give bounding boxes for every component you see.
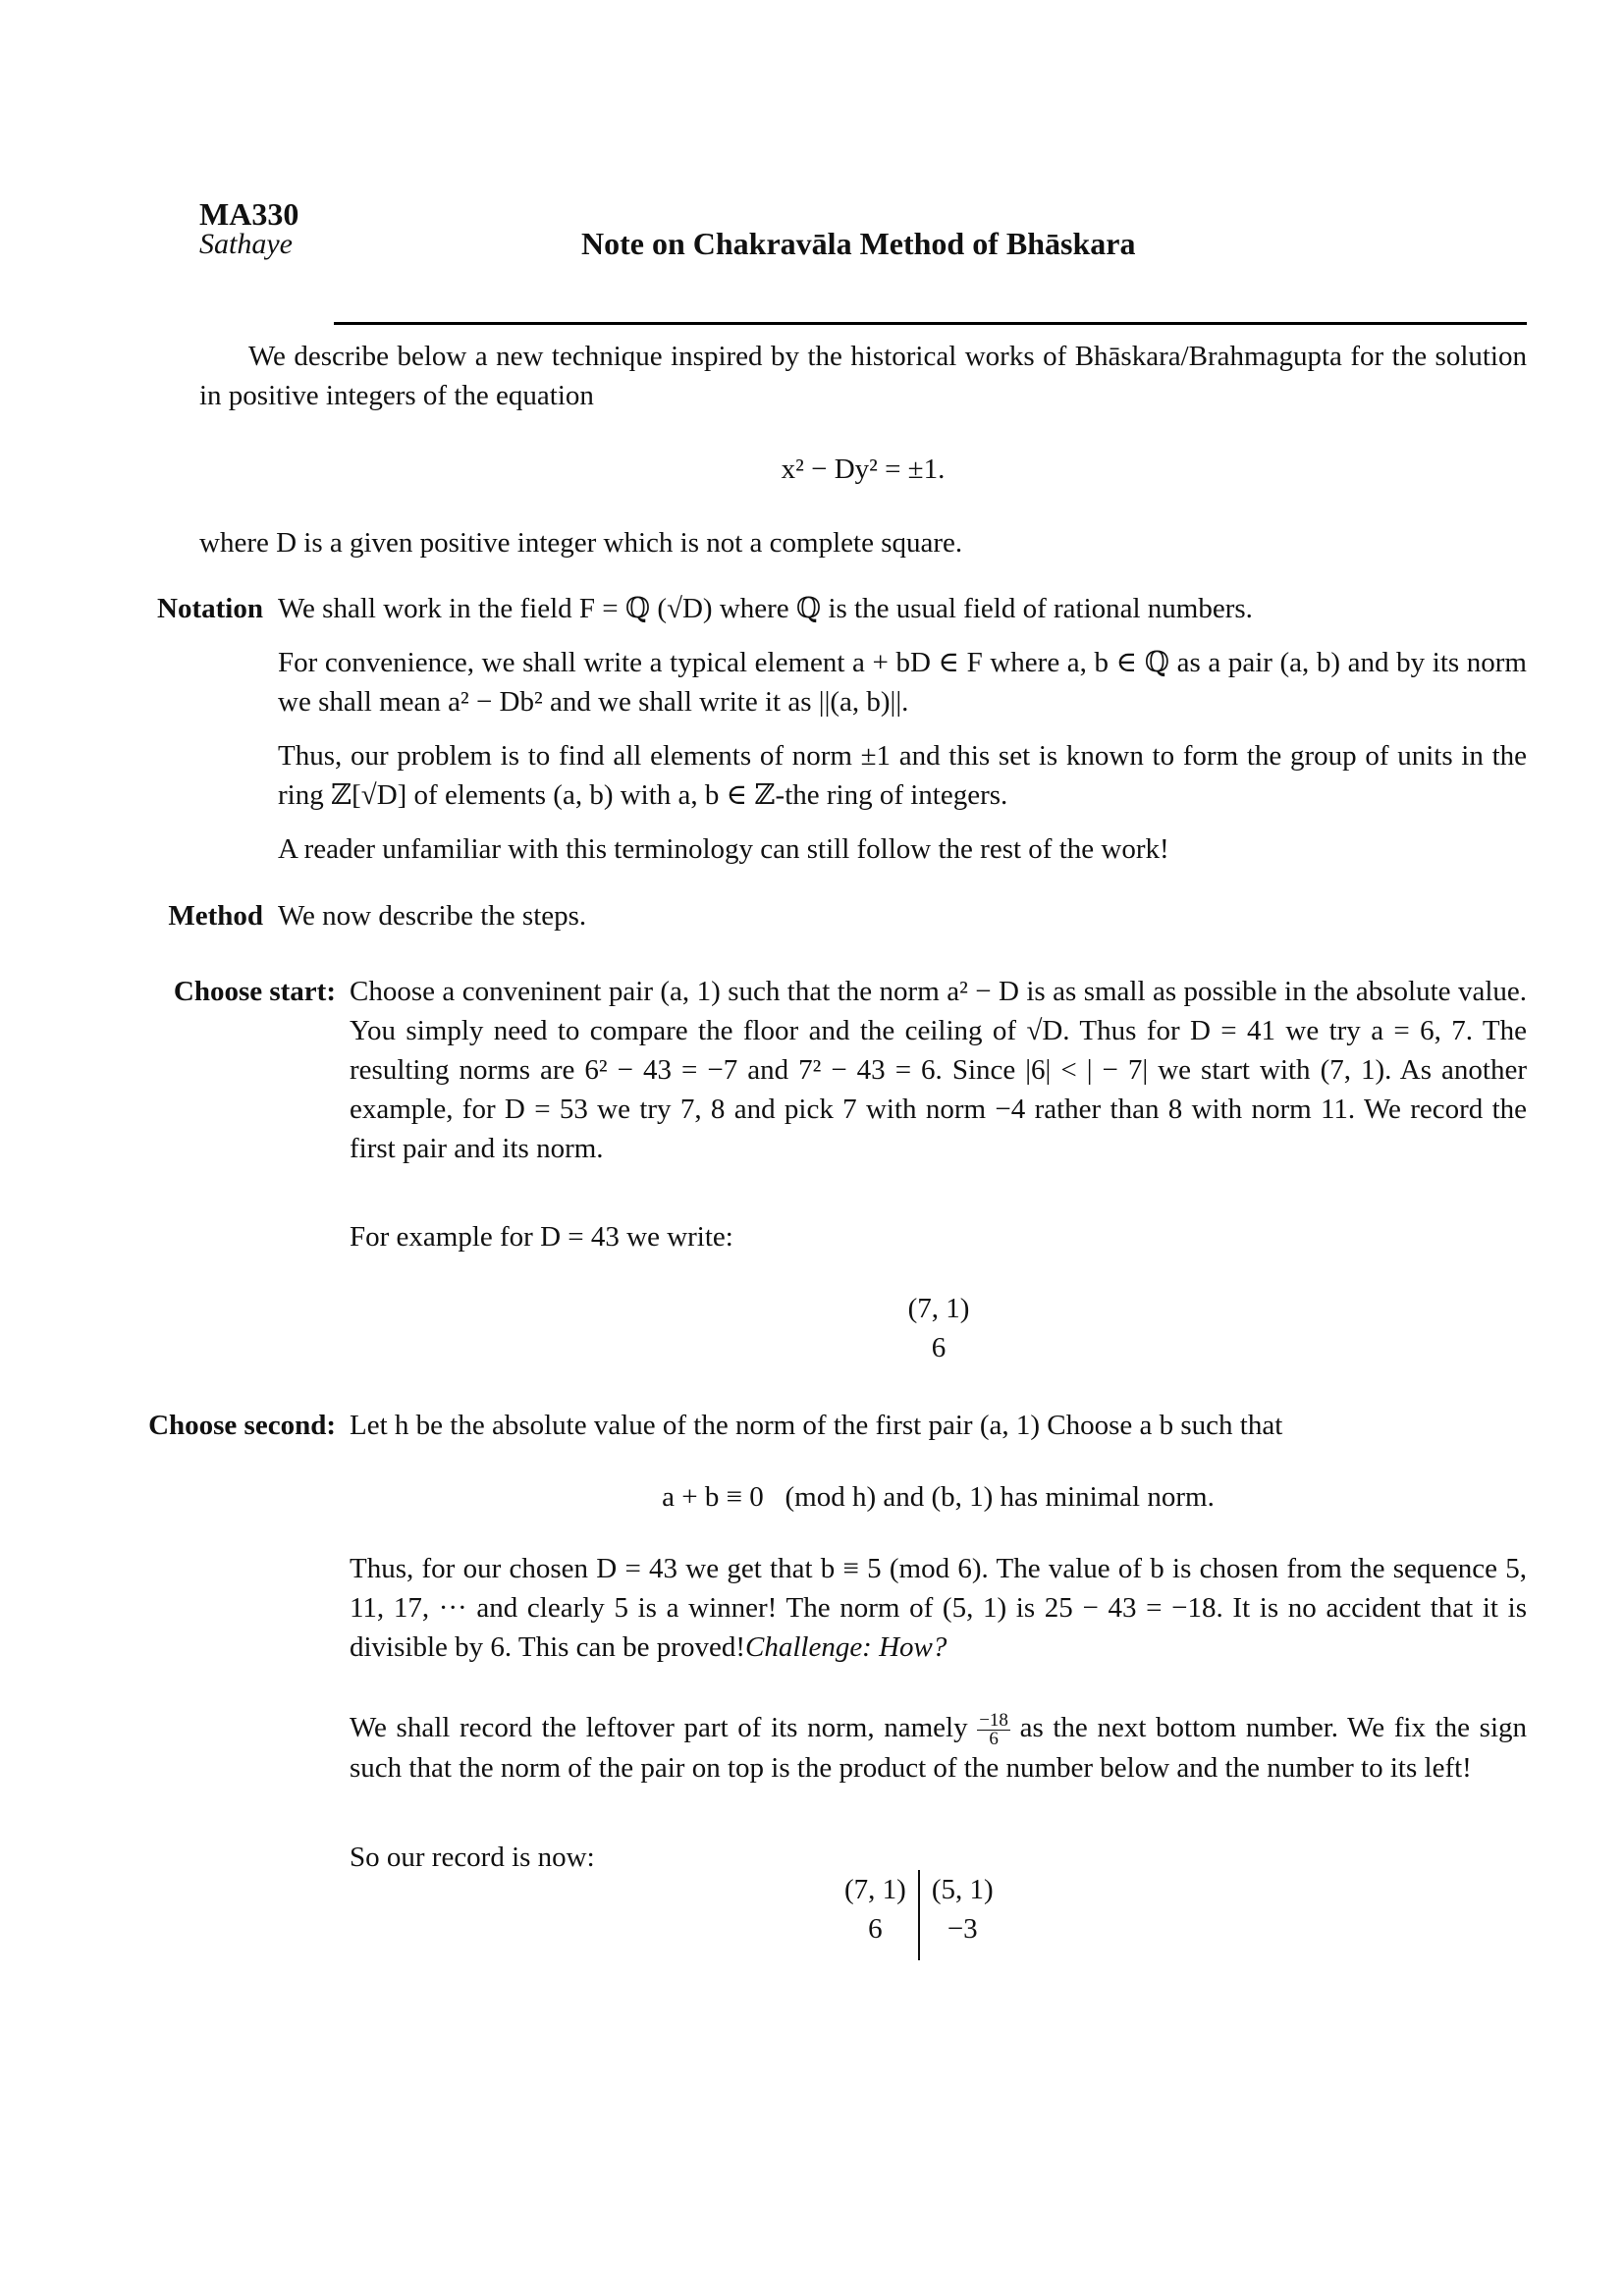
notation-p2: For convenience, we shall write a typical element a + bD ∈ F where a, b ∈ ℚ as a pair (a, b) and by its norm we shall mean a² − Db² and we shall write it as ||(a, b)||. [278,647,1527,718]
choose-second-p4: So our record is now: [350,1842,595,1873]
intro-paragraph: We describe below a new technique inspired by the historical works of Bhāskara/Brahmagupta for the solution in positive integers of the equation [199,341,1527,411]
record-pair: (5, 1) [931,1874,994,1905]
choose-start-label: Choose start: [173,976,336,1007]
notation-p3: Thus, our problem is to find all elements of norm ±1 and this set is known to form the group of units in the ring ℤ[√D] of elements (a, b) with a, b ∈ ℤ-the ring of integers. [278,740,1527,811]
record-pair: (7, 1) [907,1293,970,1324]
fraction-numerator: −18 [979,1709,1008,1731]
record-norm: 6 [931,1332,947,1363]
choose-second-p2-text: Thus, for our chosen D = 43 we get that b ≡ 5 (mod 6). The value of b is chosen from the sequence 5, 11, 17, ··· and clearly 5 is a winner! The norm of (5, 1) is 25 − 43 = −18. It is no accident that it is divisible by 6. This can be proved! [350,1553,1527,1663]
congruence-equation: a + b ≡ 0 (mod h) and (b, 1) has minimal norm. [662,1481,1215,1513]
choose-second-p3 [350,1708,1527,1788]
notation-p4: A reader unfamiliar with this terminology can still follow the rest of the work! [278,833,1169,865]
record-norm: 6 [868,1913,883,1945]
record-table [833,1870,1005,1960]
choose-start-p1: Choose a conveninent pair (a, 1) such that the norm a² − D is as small as possible in the absolute value. You simply need to compare the floor and the ceiling of √D. Thus for D = 41 we try a = 6, 7. The resulting norms are 6² − 43 = −7 and 7² − 43 = 6. Since |6| < | − 7| we start with (7, 1). As another example, for D = 53 we try 7, 8 and pick 7 with norm −4 rather than 8 with norm 11. We record the first pair and its norm. [350,976,1527,1164]
method-label: Method [168,900,263,932]
record-pair: (7, 1) [844,1874,906,1905]
title-rule [334,322,1527,325]
choose-second-p2 [350,1549,1527,1667]
course-code: MA330 [199,196,299,232]
author-name: Sathaye [199,228,293,260]
choose-start-p2: For example for D = 43 we write: [350,1221,733,1253]
choose-second-p1: Let h be the absolute value of the norm of the first pair (a, 1) Choose a b such that [350,1410,1283,1441]
notation-label: Notation [157,593,263,624]
intro-condition: where D is a given positive integer which is not a complete square. [199,527,963,559]
fraction-denominator: 6 [989,1728,999,1749]
record-column [918,1870,1005,1960]
first-record [840,1289,1037,1367]
record-column [833,1870,918,1949]
record-norm: −3 [947,1913,978,1945]
notation-p1: We shall work in the field F = ℚ (√D) where ℚ is the usual field of rational numbers. [278,593,1253,624]
pell-equation: x² − Dy² = ±1. [781,454,946,485]
p3-tail: as the next bottom number. We fix the sign such that the norm of the pair on top is the product of the number below and the number to its left! [350,1712,1527,1784]
p3-lead: We shall record the leftover part of its norm, namely [350,1712,968,1743]
document-title: Note on Chakravāla Method of Bhāskara [581,226,1136,261]
method-text: We now describe the steps. [278,900,587,932]
fraction [977,1709,1010,1749]
choose-second-label: Choose second: [148,1410,336,1441]
challenge-text: Challenge: How? [744,1631,947,1663]
